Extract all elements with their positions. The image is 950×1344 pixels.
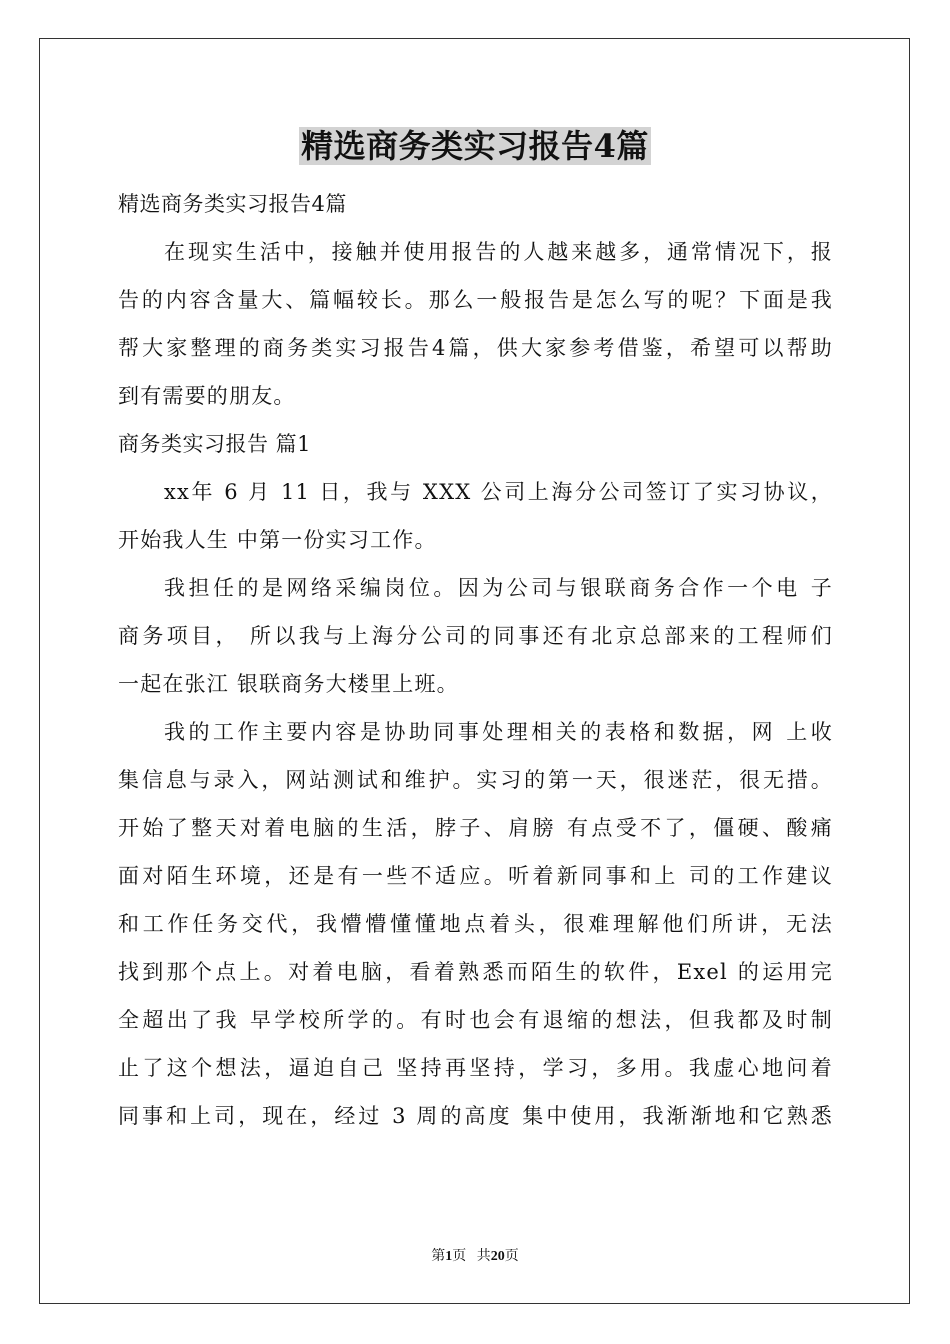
paragraph-line: 我的工作主要内容是协助同事处理相关的表格和数据，网 上收 [164,720,833,744]
total-suffix: 页 [504,1249,519,1264]
paragraph-line: xx年 6 月 11 日，我与 XXX 公司上海分公司签订了实习协议， [164,480,833,504]
page-number: 1 [445,1249,453,1264]
paragraph-line: 止了这个想法，逼迫自己 坚持再坚持，学习，多用。我虚心地问着 [118,1056,833,1080]
paragraph-line: 面对陌生环境，还是有一些不适应。听着新同事和上 司的工作建议 [118,864,833,888]
paragraph-line: 全超出了我 早学校所学的。有时也会有退缩的想法，但我都及时制 [118,1008,833,1032]
document-title [0,124,950,168]
page-footer [0,1247,950,1267]
document-body [118,180,833,1140]
paragraph-line: 告的内容含量大、篇幅较长。那么一般报告是怎么写的呢？下面是我 [118,288,833,312]
paragraph-line: 一起在张江 银联商务大楼里上班。 [118,672,459,696]
paragraph-line: 商务项目， 所以我与上海分公司的同事还有北京总部来的工程师们 [118,624,833,648]
paragraph-line: 找到那个点上。对着电脑，看着熟悉而陌生的软件，Exel 的运用完 [118,960,833,984]
page-suffix: 页 [452,1249,467,1264]
subtitle-line: 精选商务类实习报告4篇 [118,192,347,216]
paragraph-line: 同事和上司，现在，经过 3 周的高度 集中使用，我渐渐地和它熟悉 [118,1104,833,1128]
page-prefix: 第 [431,1249,446,1264]
total-prefix: 共 [476,1249,491,1264]
paragraph-line: 集信息与录入，网站测试和维护。实习的第一天，很迷茫，很无措。 [118,768,833,792]
total-pages: 20 [490,1249,505,1264]
paragraph-line: 在现实生活中，接触并使用报告的人越来越多，通常情况下，报 [164,240,833,264]
paragraph-line: 到有需要的朋友。 [118,384,296,408]
paragraph-line: 帮大家整理的商务类实习报告4篇，供大家参考借鉴，希望可以帮助 [118,336,833,360]
paragraph-line: 开始了整天对着电脑的生活，脖子、肩膀 有点受不了，僵硬、酸痛 [118,816,833,840]
document-title-text: 精选商务类实习报告4篇 [301,127,649,165]
section-heading: 商务类实习报告 篇1 [118,432,312,456]
paragraph-line: 和工作任务交代，我懵懵懂懂地点着头，很难理解他们所讲，无法 [118,912,833,936]
paragraph-line: 开始我人生 中第一份实习工作。 [118,528,437,552]
paragraph-line: 我担任的是网络采编岗位。因为公司与银联商务合作一个电 子 [164,576,833,600]
